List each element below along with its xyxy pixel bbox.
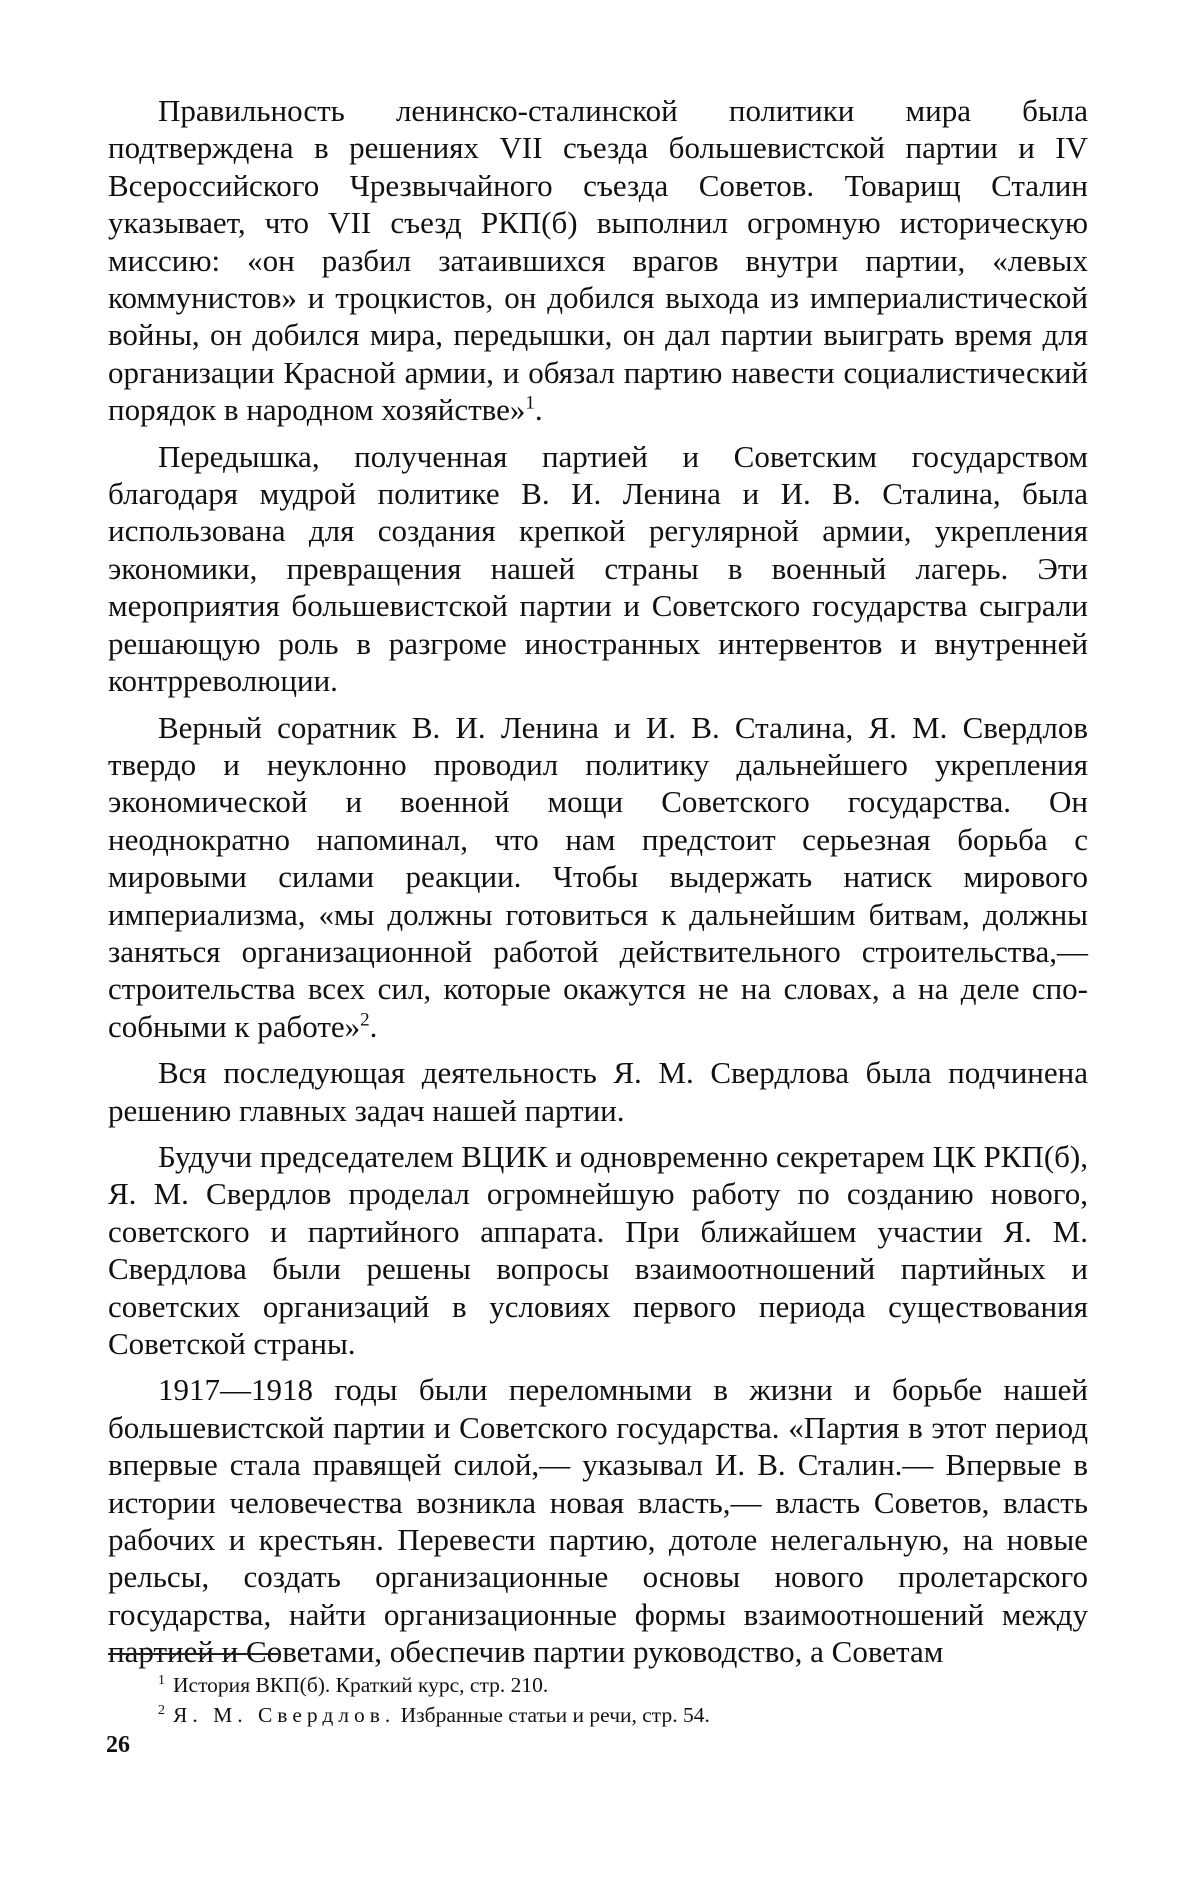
footnote-1-text: История ВКП(б). Краткий курс, стр. 210. — [173, 1673, 548, 1697]
footnote-divider — [108, 1653, 278, 1655]
footnote-2-text: Избранные статьи и речи, стр. 54. — [395, 1703, 710, 1727]
footnotes — [108, 1670, 1088, 1730]
footnote-2 — [108, 1700, 1088, 1730]
paragraph-2-text: Передышка, полученная партией и Советским государством благодаря мудрой политике В. И. Ленина и И. В. Сталина, была использована для создания крепкой регулярной армии, укрепле­ния экономики, превращения нашей страны в военный лагерь. Эти мероприятия большевистской партии и Советского государ­ства сыграли решающую роль в разгроме иностранных интер­вентов и внутренней контрреволюции. — [108, 439, 1088, 698]
paragraph-1 — [108, 92, 1088, 429]
footnote-2-mark: 2 — [158, 1703, 165, 1718]
paragraph-3 — [108, 709, 1088, 1046]
page-body — [108, 92, 1088, 1680]
paragraph-5-text: Будучи председателем ВЦИК и одновременно секретарем ЦК РКП(б), Я. М. Свердлов проделал огромнейшую работу по созданию нового, советского и партийного аппарата. При бли­жайшем участии Я. М. Свердлова были решены вопросы взаи­моотношений партийных и советских организаций в условиях первого периода существования Советской страны. — [108, 1139, 1088, 1361]
footnote-ref-2: 2 — [360, 1009, 370, 1030]
paragraph-5 — [108, 1138, 1088, 1362]
paragraph-1-text: Правильность ленинско-сталинской политики мира была подтверждена в решениях VII съезда большевистской партии и IV Всероссийского Чрезвычайного съезда Советов. Товарищ Сталин указывает, что VII съезд РКП(б) выполнил огромную историческую миссию: «он разбил затаившихся врагов внутри партии, «левых коммунистов» и троцкистов, он добился выхода из империалистической войны, он добился мира, передышки, он дал партии выиграть время для организации Красной армии, и обязал партию навести социалистический порядок в народном хозяйстве» — [108, 93, 1088, 427]
paragraph-6-text: 1917—1918 годы были переломными в жизни и борьбе нашей большевистской партии и Советского государства. «Партия в этот период впервые стала правящей силой,— указывал И. В. Сталин.— Впервые в истории человечества возникла но­вая власть,— власть Советов, власть рабочих и крестьян. Пере­вести партию, дотоле нелегальную, на новые рельсы, создать организационные основы нового пролетарского государства, найти организационные формы взаимоотношений между пар­тией и Советами, обеспечив партии руководство, а Советам — [108, 1372, 1088, 1669]
paragraph-1-tail: . — [535, 392, 543, 427]
footnote-ref-1: 1 — [525, 393, 535, 414]
paragraph-3-tail: . — [370, 1009, 378, 1044]
paragraph-4 — [108, 1054, 1088, 1129]
paragraph-6 — [108, 1371, 1088, 1670]
page-number: 26 — [106, 1732, 130, 1759]
footnote-1-mark: 1 — [158, 1673, 165, 1688]
paragraph-3-text: Верный соратник В. И. Ленина и И. В. Сталина, Я. М. Свердлов твердо и неуклонно проводил политику даль­нейшего укрепления экономической и военной мощи Советско­го государства. Он неоднократно напоминал, что нам пред­стоит серьезная борьба с мировыми силами реакции. Чтобы выдержать натиск мирового империализма, «мы должны го­товиться к дальнейшим битвам, должны заняться организа­ционной работой действительного строительства,— строитель­ства всех сил, которые окажутся не на словах, а на деле спо­собными к работе» — [108, 710, 1088, 1044]
footnote-1 — [108, 1670, 1088, 1700]
paragraph-4-text: Вся последующая деятельность Я. М. Свердлова была под­чинена решению главных задач нашей партии. — [108, 1055, 1088, 1127]
footnote-2-author: Я. М. Свердлов. — [173, 1703, 395, 1727]
paragraph-2 — [108, 438, 1088, 700]
